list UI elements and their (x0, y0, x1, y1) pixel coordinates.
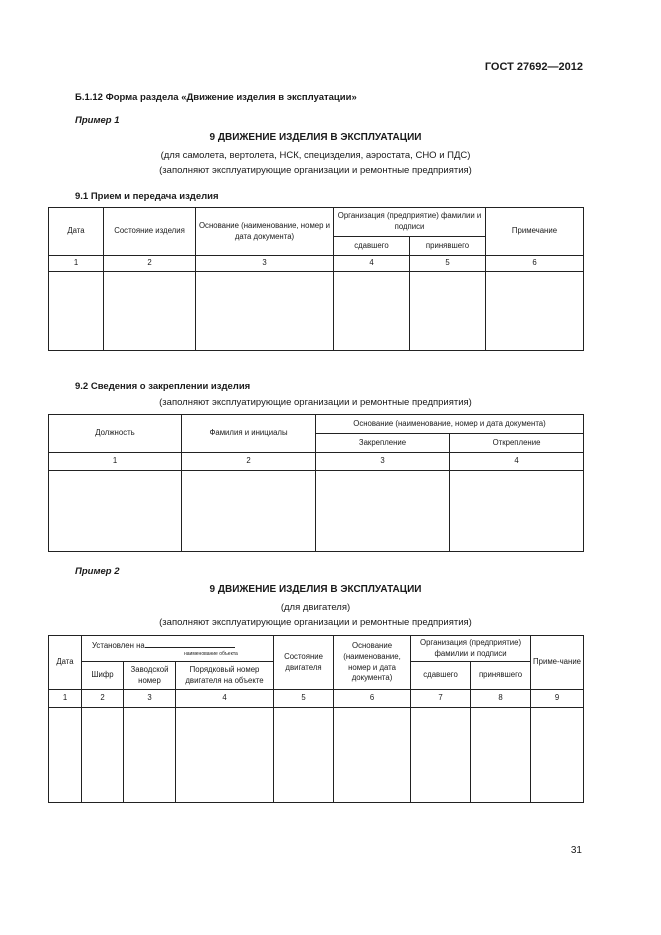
empty-cell (274, 708, 334, 803)
document-code: ГОСТ 27692—2012 (484, 61, 583, 73)
col-basis: Основание (наименование, номер и дата документа) (316, 415, 584, 434)
empty-cell (334, 272, 410, 351)
col-number: 3 (124, 690, 176, 708)
empty-cell (471, 708, 531, 803)
col-basis: Основание (наименование, номер и дата документа) (334, 636, 411, 690)
col-number: 8 (471, 690, 531, 708)
empty-cell (82, 708, 124, 803)
col-number: 9 (531, 690, 584, 708)
object-name-line (145, 639, 235, 648)
col-factory-no: Заводской номер (124, 662, 176, 690)
example2-label: Пример 2 (75, 566, 120, 577)
col-number: 6 (334, 690, 411, 708)
col-org: Организация (предприятие) фамилии и подписи (411, 636, 531, 662)
engine-movement-table (48, 635, 584, 803)
col-state: Состояние изделия (104, 208, 196, 256)
example2-subtitle: (для двигателя) (280, 602, 351, 613)
reception-transfer-table (48, 207, 584, 351)
col-installed (82, 636, 274, 662)
col-name: Фамилия и инициалы (182, 415, 316, 453)
table-row (49, 708, 584, 803)
col-number: 7 (411, 690, 471, 708)
col-number: 3 (316, 453, 450, 471)
example1-heading: 9 ДВИЖЕНИЕ ИЗДЕЛИЯ В ЭКСПЛУАТАЦИИ (209, 132, 422, 143)
col-number: 1 (49, 453, 182, 471)
table-row (49, 272, 584, 351)
page-number: 31 (570, 845, 582, 856)
col-position: Должность (49, 415, 182, 453)
empty-cell (196, 272, 334, 351)
empty-cell (49, 272, 104, 351)
col-number: 4 (334, 256, 410, 272)
col-handed: сдавшего (334, 237, 410, 256)
col-note: Примечание (486, 208, 584, 256)
empty-cell (334, 708, 411, 803)
table1-title: 9.1 Прием и передача изделия (75, 191, 219, 202)
col-date: Дата (49, 208, 104, 256)
col-number: 2 (82, 690, 124, 708)
empty-cell (316, 471, 450, 552)
col-state: Состояние двигателя (274, 636, 334, 690)
table2-note: (заполняют эксплуатирующие организации и ремонтные предприятия) (159, 397, 472, 408)
empty-cell (531, 708, 584, 803)
col-assign: Закрепление (316, 434, 450, 453)
example1-subtitle: (для самолета, вертолета, НСК, специзделия, аэростата, СНО и ПДС) (160, 150, 471, 161)
col-number: 5 (410, 256, 486, 272)
col-date: Дата (49, 636, 82, 690)
col-basis: Основание (наименование, номер и дата документа) (196, 208, 334, 256)
col-cipher: Шифр (82, 662, 124, 690)
col-number: 1 (49, 256, 104, 272)
example2-note: (заполняют эксплуатирующие организации и ремонтные предприятия) (159, 617, 472, 628)
col-number: 3 (196, 256, 334, 272)
installed-label: Установлен на (92, 641, 145, 650)
col-org: Организация (предприятие) фамилии и подписи (334, 208, 486, 237)
empty-cell (49, 471, 182, 552)
col-serial: Порядковый номер двигателя на объекте (176, 662, 274, 690)
assignment-table (48, 414, 584, 552)
empty-cell (450, 471, 584, 552)
table2-title: 9.2 Сведения о закреплении изделия (75, 381, 251, 392)
example1-note: (заполняют эксплуатирующие организации и ремонтные предприятия) (159, 165, 472, 176)
col-received: принявшего (471, 662, 531, 690)
col-number: 2 (182, 453, 316, 471)
col-note: Приме-чание (531, 636, 584, 690)
col-unassign: Открепление (450, 434, 584, 453)
empty-cell (411, 708, 471, 803)
col-number: 4 (176, 690, 274, 708)
empty-cell (182, 471, 316, 552)
empty-cell (49, 708, 82, 803)
installed-hint: наименование объекта (184, 650, 238, 657)
col-number: 2 (104, 256, 196, 272)
table-row (49, 471, 584, 552)
empty-cell (486, 272, 584, 351)
example2-heading: 9 ДВИЖЕНИЕ ИЗДЕЛИЯ В ЭКСПЛУАТАЦИИ (209, 584, 422, 595)
empty-cell (410, 272, 486, 351)
col-number: 4 (450, 453, 584, 471)
section-title: Б.1.12 Форма раздела «Движение изделия в эксплуатации» (75, 92, 357, 103)
col-number: 5 (274, 690, 334, 708)
col-number: 1 (49, 690, 82, 708)
col-number: 6 (486, 256, 584, 272)
empty-cell (104, 272, 196, 351)
col-handed: сдавшего (411, 662, 471, 690)
empty-cell (176, 708, 274, 803)
empty-cell (124, 708, 176, 803)
example1-label: Пример 1 (75, 115, 120, 126)
col-received: принявшего (410, 237, 486, 256)
